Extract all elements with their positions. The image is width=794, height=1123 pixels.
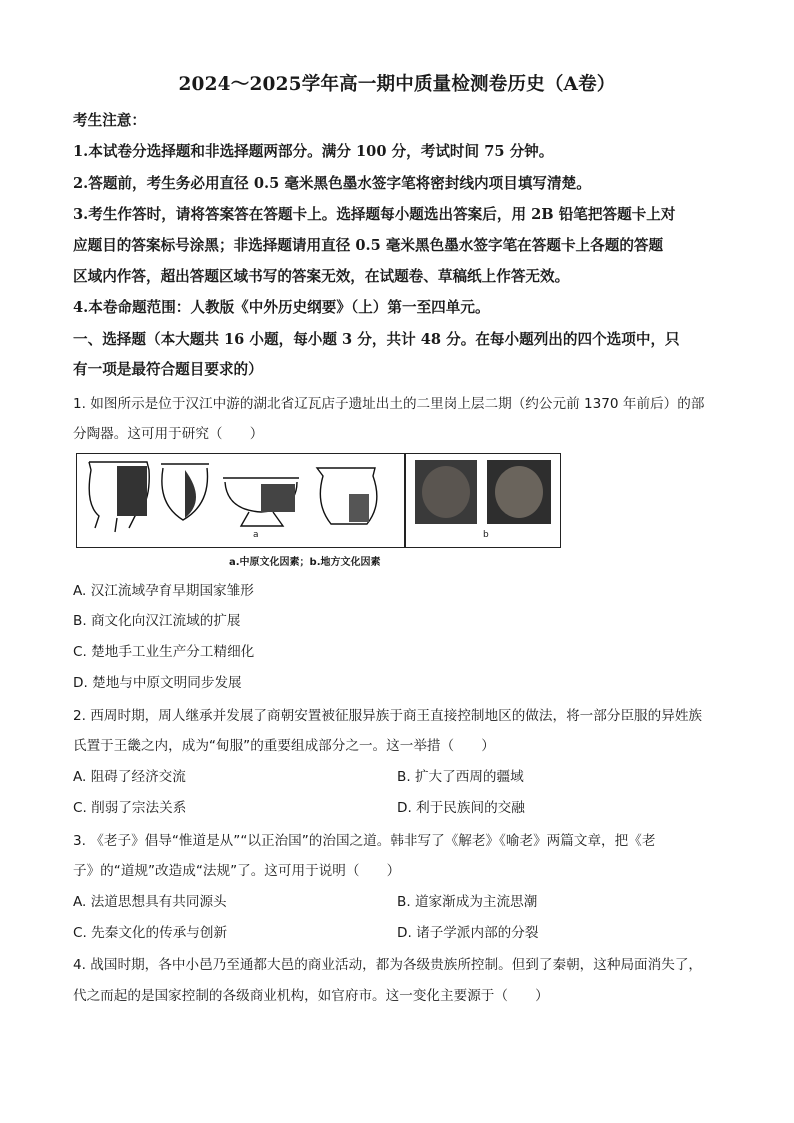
figure-label-b: b: [483, 530, 489, 540]
q1-stem-line-1: 1. 如图所示是位于汉江中游的湖北省辽瓦店子遗址出土的二里岗上层二期（约公元前 1370 年前后）的部: [73, 396, 705, 412]
figure-caption: a.中原文化因素；b.地方文化因素: [229, 557, 381, 568]
q4-stem-line-2: 代之而起的是国家控制的各级商业机构，如官府市。这一变化主要源于（ ）: [73, 988, 549, 1004]
q3-option-a: A. 法道思想具有共同源头: [73, 894, 227, 910]
q2-option-b: B. 扩大了西周的疆域: [397, 769, 524, 785]
exam-title: 2024～2025学年高一期中质量检测卷历史（A卷）: [178, 74, 616, 95]
notice-item-3-line-2: 应题目的答案标号涂黑；非选择题请用直径 0.5 毫米黑色墨水签字笔在答题卡上各题的答题: [73, 237, 664, 254]
q4-stem-line-1: 4. 战国时期，各中小邑乃至通都大邑的商业活动，都为各级贵族所控制。但到了秦朝，这种局面消失了，: [73, 957, 703, 973]
q2-option-d: D. 利于民族间的交融: [397, 800, 525, 816]
notice-heading: 考生注意：: [73, 112, 146, 129]
pottery-figure: [76, 453, 561, 548]
q1-option-d: D. 楚地与中原文明同步发展: [73, 675, 242, 691]
notice-item-1: 1.本试卷分选择题和非选择题两部分。满分 100 分，考试时间 75 分钟。: [73, 143, 554, 160]
q2-stem-line-1: 2. 西周时期，周人继承并发展了商朝安置被征服异族于商王直接控制地区的做法，将一部分臣服的异姓族: [73, 708, 703, 724]
section-heading-line-1: 一、选择题（本大题共 16 小题，每小题 3 分，共计 48 分。在每小题列出的四个选项中，只: [73, 331, 680, 348]
q1-option-b: B. 商文化向汉江流域的扩展: [73, 613, 241, 629]
q3-option-b: B. 道家渐成为主流思潮: [397, 894, 538, 910]
q3-stem-line-1: 3. 《老子》倡导“惟道是从”“以正治国”的治国之道。韩非写了《解老》《喻老》两篇文章，把《老: [73, 833, 656, 849]
q2-option-c: C. 削弱了宗法关系: [73, 800, 187, 816]
q2-option-a: A. 阻碍了经济交流: [73, 769, 186, 785]
figure-label-a: a: [253, 530, 259, 540]
notice-item-3-line-1: 3.考生作答时，请将答案答在答题卡上。选择题每小题选出答案后，用 2B 铅笔把答题卡上对: [73, 206, 676, 223]
q1-stem-line-2: 分陶器。这可用于研究（ ）: [73, 426, 264, 442]
notice-item-2: 2.答题前，考生务必用直径 0.5 毫米黑色墨水签字笔将密封线内项目填写清楚。: [73, 175, 591, 192]
q3-option-d: D. 诸子学派内部的分裂: [397, 925, 539, 941]
notice-item-3-line-3: 区域内作答，超出答题区域书写的答案无效，在试题卷、草稿纸上作答无效。: [73, 268, 570, 285]
q3-stem-line-2: 子》的“道规”改造成“法规”了。这可用于说明（ ）: [73, 863, 401, 879]
figure-divider: [404, 454, 406, 547]
q3-option-c: C. 先秦文化的传承与创新: [73, 925, 228, 941]
notice-item-4: 4.本卷命题范围：人教版《中外历史纲要》（上）第一至四单元。: [73, 299, 490, 316]
q2-stem-line-2: 氏置于王畿之内，成为“甸服”的重要组成部分之一。这一举措（ ）: [73, 738, 495, 754]
q1-option-c: C. 楚地手工业生产分工精细化: [73, 644, 255, 660]
section-heading-line-2: 有一项是最符合题目要求的）: [73, 361, 263, 378]
q1-option-a: A. 汉江流域孕育早期国家雏形: [73, 583, 254, 599]
